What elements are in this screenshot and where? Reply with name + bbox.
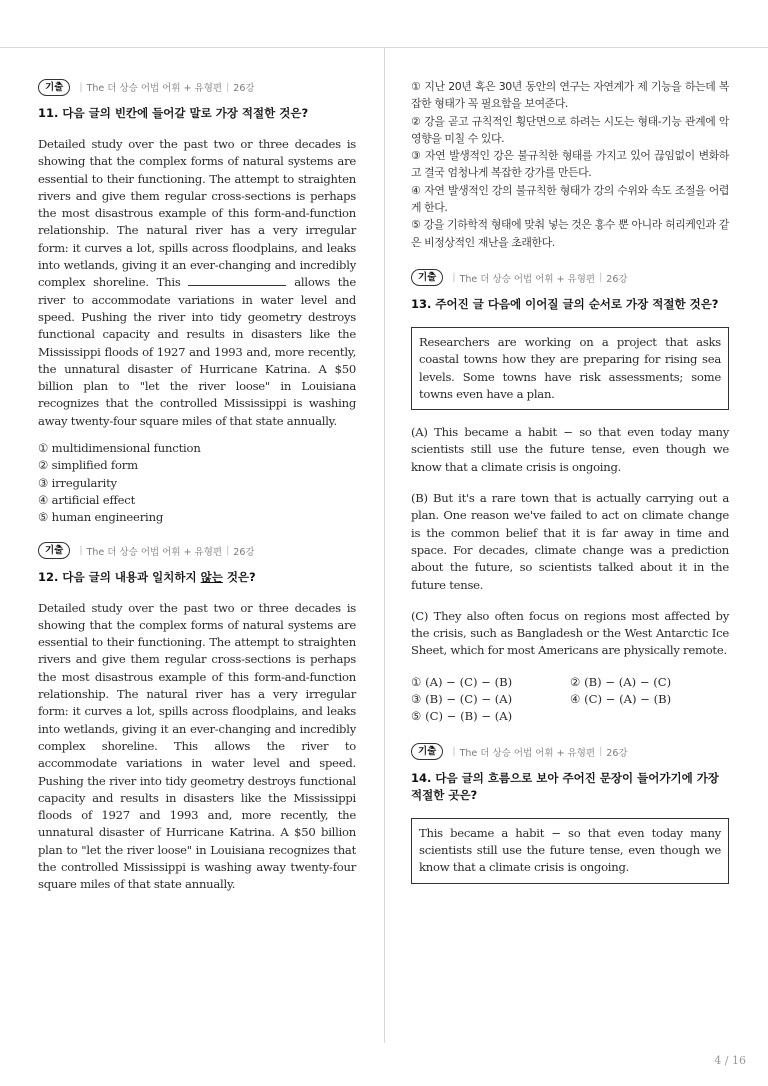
option[interactable]: ④ 자연 발생적인 강의 불규칙한 형태가 강의 수위와 속도 조절을 어렵게 한다. [411, 183, 729, 215]
question-11-passage: Detailed study over the past two or three decades is showing that the complex forms of natural systems are essential to their functioning. The attempt to straighten rivers and give them regular cross-sections is perhaps the most disastrous example of this form-and-function relationship. The natural river has a very irregular form: it curves a lot, spills across floodplains, and leaks into wetlands, giving it an ever-changing and incredibly complex shoreline. This allows the river to accommodate variations in water level and speed. Pushing the river into tidy geometry destroys functional capacity and results in disasters like the Mississippi floods of 1927 and 1993 and, more recently, the unnatural disaster of Hurricane Katrina. A $50 billion plan to "let the river loose" in Louisiana recognizes that the controlled Mississippi is washing away twenty-four square miles of that state annually. [38, 137, 356, 428]
source-lesson: 26강 [606, 273, 628, 285]
source-tag: 기출 [411, 269, 443, 286]
question-12-source: 기출 | The 더 상승 어법 어휘 + 유형편 | 26강 [38, 542, 356, 560]
option[interactable]: ② (B) − (A) − (C) [570, 674, 672, 689]
given-sentence-box: This became a habit − so that even today many scientists still use the future tense, even though we know that a climate crisis is ongoing. [411, 818, 729, 884]
question-12-options [411, 78, 729, 251]
option[interactable]: ⑤ human engineering [38, 510, 164, 525]
question-13-title: 13. 주어진 글 다음에 이어질 글의 순서로 가장 적절한 것은? [411, 296, 719, 311]
paragraph-b: (B) But it's a rare town that is actually carrying out a plan. One reason we've failed to act on climate change is the common belief that it is far away in time and space. For decades, climate change was a prediction about the future, so scientists talked about it in the future tense. [411, 491, 729, 592]
option[interactable]: ④ artificial effect [38, 492, 136, 507]
paragraph-c: (C) They also often focus on regions most affected by the crisis, such as Bangladesh or the West Antarctic Ice Sheet, which for most Americans are physically remote. [411, 608, 729, 658]
option[interactable]: ① 지난 20년 혹은 30년 동안의 연구는 자연계가 제 기능을 하는데 복잡한 형태가 꼭 필요함을 보여준다. [411, 80, 729, 111]
source-tag: 기출 [38, 79, 70, 96]
page-number: 4 / 16 [714, 1054, 746, 1067]
question-13-options [411, 674, 729, 726]
given-text-box: Researchers are working on a project that asks coastal towns how they are preparing for rising sea levels. Some towns have risk assessments; some towns even have a plan. [411, 327, 729, 410]
option[interactable]: ③ irregularity [38, 475, 117, 490]
paragraph-a: (A) This became a habit − so that even today many scientists still use the future tense, even though we know that a climate crisis is ongoing. [411, 425, 729, 474]
option[interactable]: ② 강을 곧고 규칙적인 횡단면으로 하려는 시도는 형태-기능 관계에 악영향을 미칠 수 있다. [411, 114, 729, 145]
question-11-title: 11. 다음 글의 빈칸에 들어갈 말로 가장 적절한 것은? [38, 106, 309, 120]
question-13-source: 기출 | The 더 상승 어법 어휘 + 유형편 | 26강 [411, 269, 729, 287]
column-divider [384, 48, 385, 1043]
option[interactable]: ⑤ (C) − (B) − (A) [411, 709, 513, 724]
right-column [411, 78, 729, 884]
source-tag: 기출 [38, 542, 70, 559]
option[interactable]: ① multidimensional function [38, 441, 201, 456]
left-column [38, 78, 356, 894]
source-lesson: 26강 [606, 747, 628, 759]
source-book: The 더 상승 어법 어휘 + 유형편 [459, 273, 596, 285]
source-lesson: 26강 [233, 83, 255, 94]
source-lesson: 26강 [233, 546, 255, 558]
source-book: The 더 상승 어법 어휘 + 유형편 [86, 83, 223, 94]
answer-blank [188, 275, 286, 286]
question-11-source: 기출 | The 더 상승 어법 어휘 + 유형편 | 26강 [38, 78, 356, 96]
question-14-source: 기출 | The 더 상승 어법 어휘 + 유형편 | 26강 [411, 743, 729, 761]
question-11-options [38, 440, 356, 526]
source-tag: 기출 [411, 743, 443, 760]
question-14-title: 14. 다음 글의 흐름으로 보아 주어진 문장이 들어가기에 가장 적절한 곳은? [411, 770, 719, 802]
option[interactable]: ① (A) − (C) − (B) [411, 674, 513, 689]
question-12-passage: Detailed study over the past two or three decades is showing that the complex forms of natural systems are essential to their functioning. The attempt to straighten rivers and give them regular cross-sections is perhaps the most disastrous example of this form-and-function relationship. The natural river has a very irregular form: it curves a lot, spills across floodplains, and leaks into wetlands, giving it an ever-changing and incredibly complex shoreline. This allows the river to accommodate variations in water level and speed. Pushing the river into tidy geometry destroys functional capacity and results in disasters like the Mississippi floods of 1927 and 1993 and, more recently, the unnatural disaster of Hurricane Katrina. A $50 billion plan to "let the river loose" in Louisiana recognizes that the controlled Mississippi is washing away twenty-four square miles of that state annually. [38, 600, 356, 892]
option[interactable]: ② simplified form [38, 458, 138, 473]
source-book: The 더 상승 어법 어휘 + 유형편 [86, 546, 223, 558]
option[interactable]: ③ (B) − (C) − (A) [411, 692, 513, 707]
option[interactable]: ③ 자연 발생적인 강은 불규칙한 형태를 가지고 있어 끊임없이 변화하고 결국 엄청나게 복잡한 강가를 만든다. [411, 149, 729, 180]
option[interactable]: ⑤ 강을 기하학적 형태에 맞춰 넣는 것은 홍수 뿐 아니라 허리케인과 같은 비정상적인 재난을 초래한다. [411, 218, 729, 249]
option[interactable]: ④ (C) − (A) − (B) [570, 692, 672, 707]
question-12-title: 12. 다음 글의 내용과 일치하지 않는 것은? [38, 569, 256, 584]
source-book: The 더 상승 어법 어휘 + 유형편 [459, 747, 596, 759]
